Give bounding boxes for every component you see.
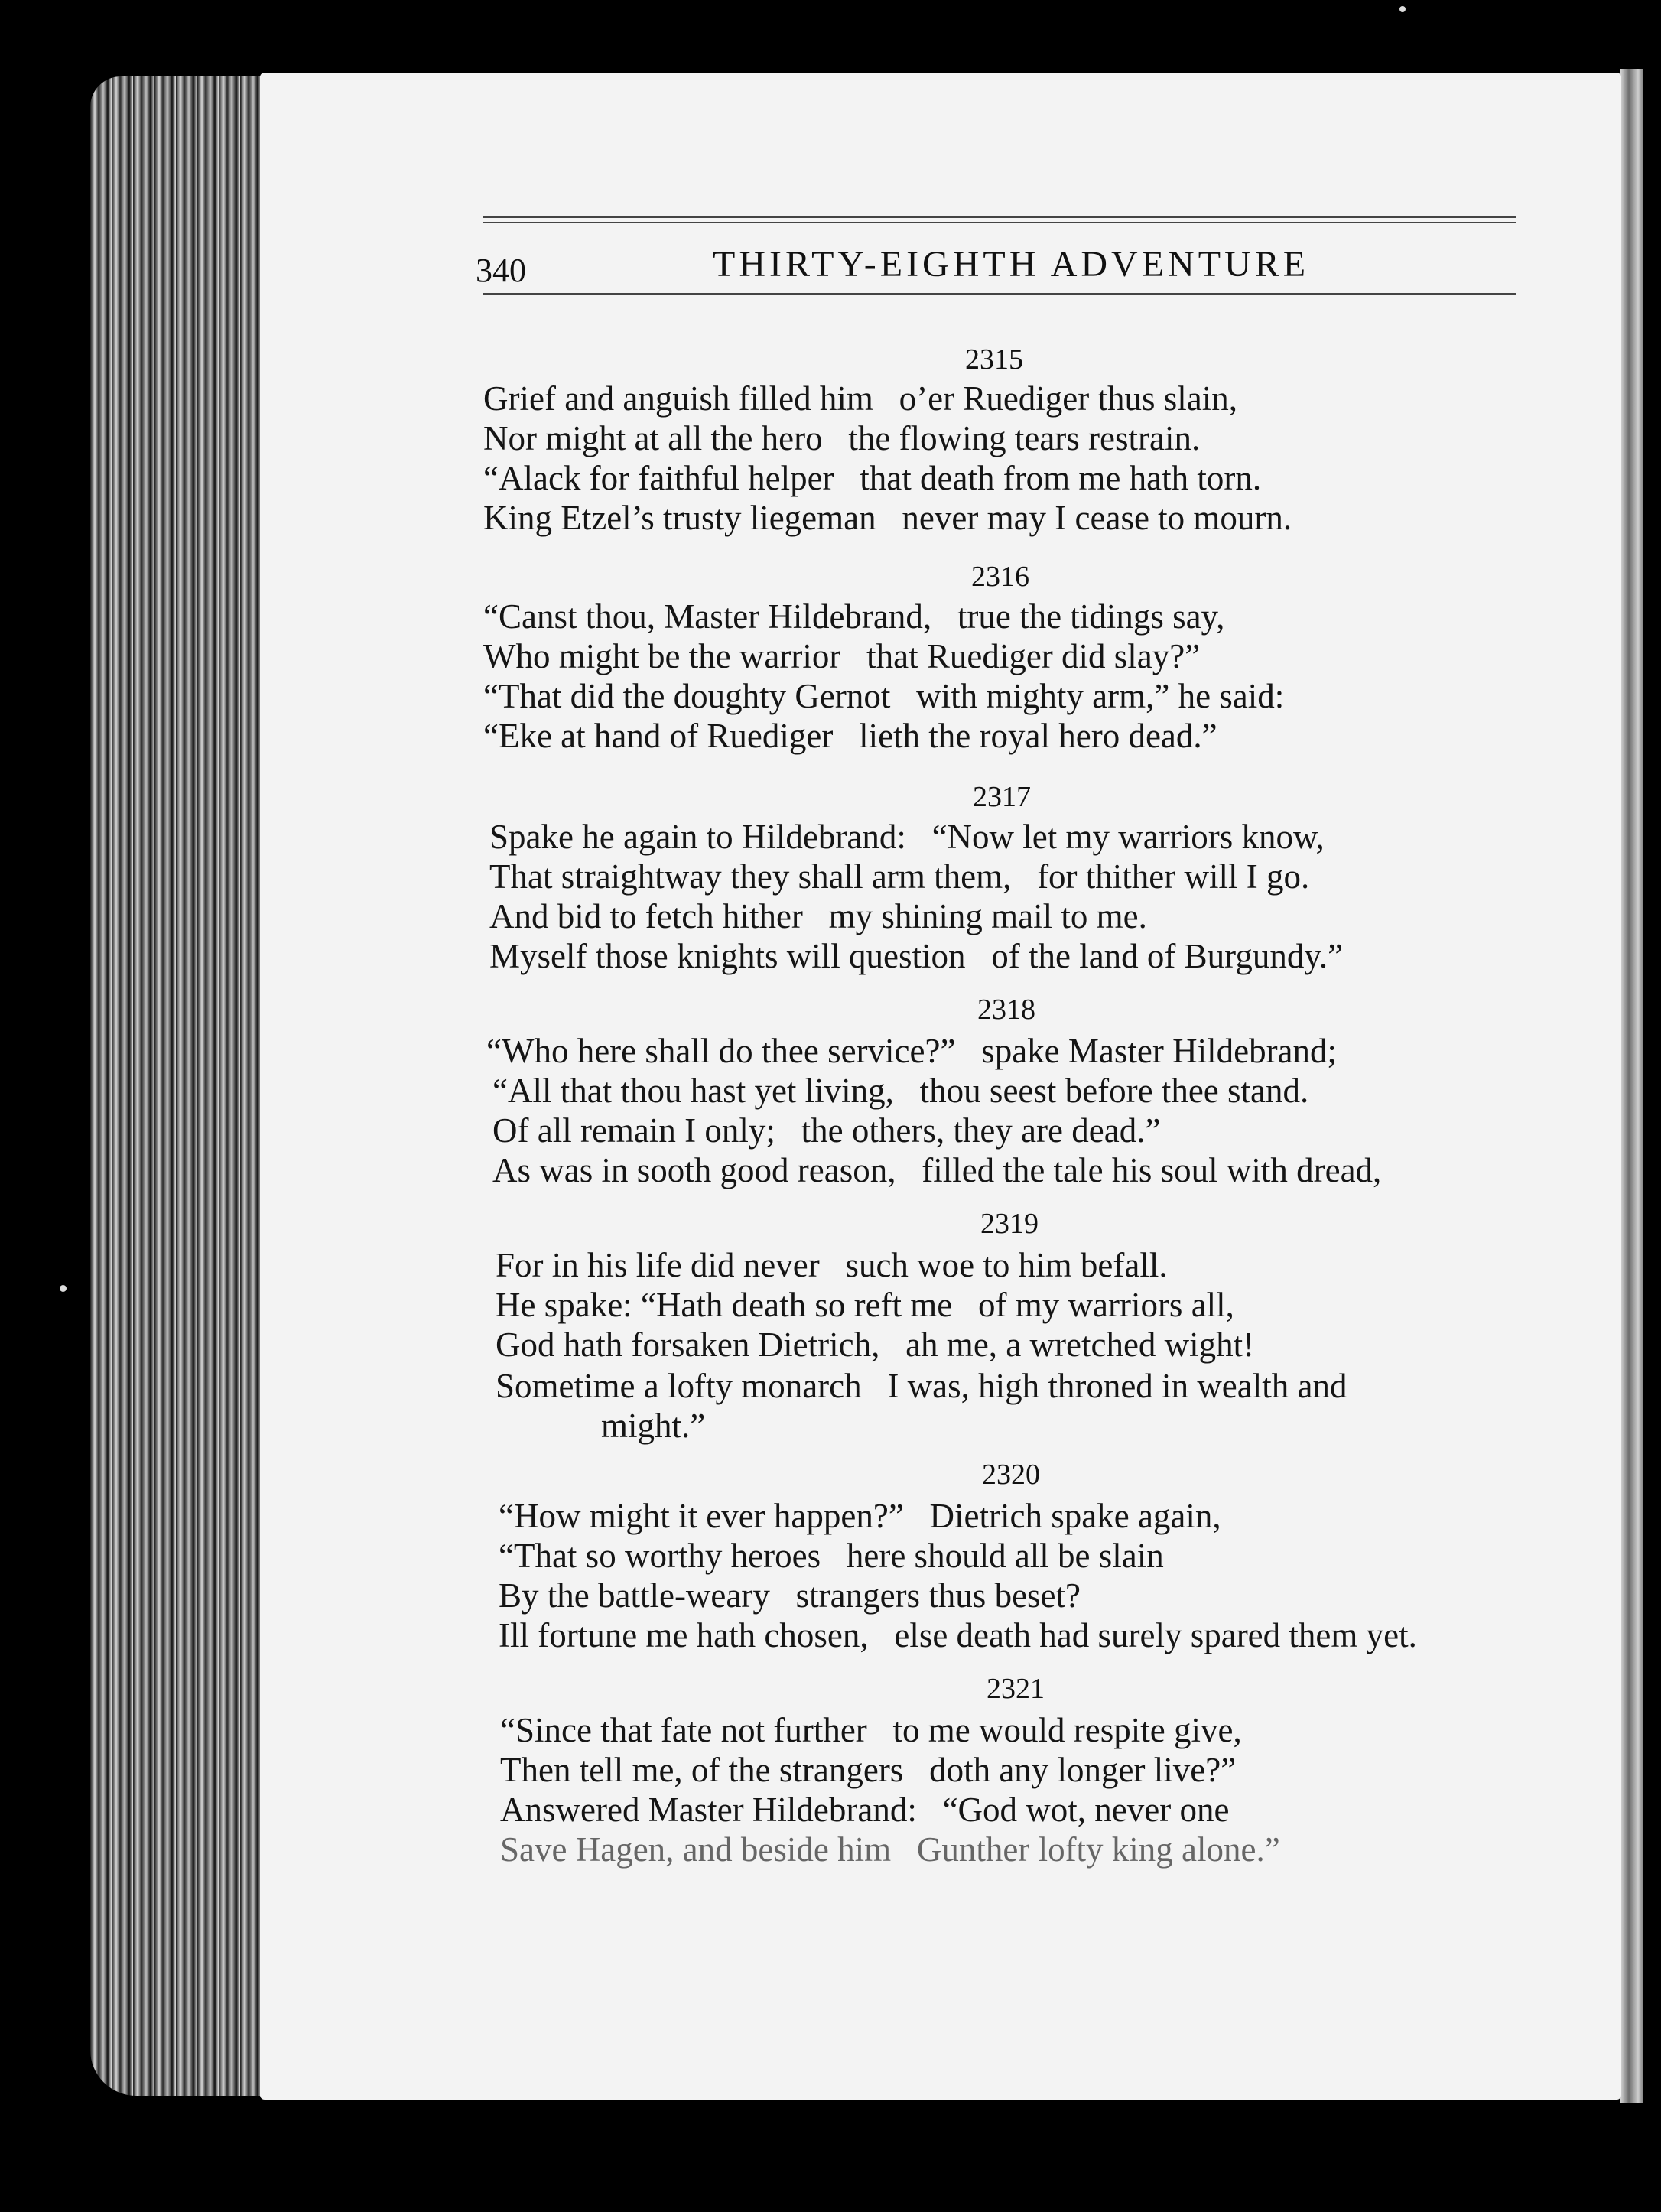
verse-line: “How might it ever happen?” Dietrich spake again, — [499, 1497, 1221, 1535]
verse-line: Spake he again to Hildebrand: “Now let my warriors know, — [489, 818, 1325, 856]
verse-line: King Etzel’s trusty liegeman never may I cease to mourn. — [483, 499, 1292, 537]
stanza-number: 2321 — [987, 1673, 1045, 1705]
verse-line: By the battle-weary strangers thus beset? — [499, 1576, 1081, 1615]
page-number: 340 — [476, 252, 526, 289]
verse-line: Then tell me, of the strangers doth any longer live?” — [500, 1751, 1237, 1789]
scan-speck — [1399, 6, 1406, 12]
verse-line: “Alack for faithful helper that death from me hath torn. — [483, 459, 1262, 497]
stanza-number: 2315 — [965, 343, 1023, 376]
verse-line: Grief and anguish filled him o’er Ruediger thus slain, — [483, 379, 1238, 418]
book-gutter — [1620, 69, 1643, 2103]
header-rule-top — [483, 216, 1516, 218]
verse-line: Answered Master Hildebrand: “God wot, never one — [500, 1791, 1230, 1829]
stanza-number: 2318 — [977, 994, 1035, 1026]
verse-line: Sometime a lofty monarch I was, high throned in wealth and — [496, 1367, 1347, 1405]
stanza-number: 2319 — [980, 1208, 1039, 1240]
verse-line: “Since that fate not further to me would respite give, — [500, 1711, 1242, 1749]
stanza-number: 2317 — [973, 781, 1031, 813]
verse-line: “That so worthy heroes here should all be slain — [499, 1537, 1164, 1575]
verse-line: “That did the doughty Gernot with mighty arm,” he said: — [483, 677, 1285, 715]
verse-line: “Who here shall do thee service?” spake Master Hildebrand; — [486, 1032, 1338, 1070]
header-rule-bottom — [483, 293, 1516, 295]
verse-line: “Canst thou, Master Hildebrand, true the tidings say, — [483, 597, 1225, 636]
verse-line: He spake: “Hath death so reft me of my warriors all, — [496, 1286, 1234, 1324]
verse-line: Nor might at all the hero the flowing tears restrain. — [483, 419, 1201, 457]
verse-line: Save Hagen, and beside him Gunther lofty king alone.” — [500, 1830, 1280, 1869]
verse-line: “Eke at hand of Ruediger lieth the royal hero dead.” — [483, 717, 1217, 755]
verse-line: And bid to fetch hither my shining mail to me. — [489, 897, 1147, 935]
running-title: THIRTY-EIGHTH ADVENTURE — [713, 244, 1310, 285]
stanza-number: 2316 — [971, 561, 1029, 593]
verse-line: Who might be the warrior that Ruediger did slay?” — [483, 637, 1201, 675]
verse-line: As was in sooth good reason, filled the tale his soul with dread, — [492, 1151, 1382, 1189]
page-edges — [90, 76, 270, 2096]
verse-line: Myself those knights will question of the land of Burgundy.” — [489, 937, 1344, 975]
header-rule-top-thin — [483, 222, 1516, 223]
page-header — [476, 243, 1516, 297]
verse-line: That straightway they shall arm them, for thither will I go. — [489, 857, 1310, 896]
verse-line: Ill fortune me hath chosen, else death had surely spared them yet. — [499, 1616, 1417, 1654]
verse-line: “All that thou hast yet living, thou seest before thee stand. — [492, 1072, 1309, 1110]
verse-line: God hath forsaken Dietrich, ah me, a wretched wight! — [496, 1326, 1255, 1364]
scan-speck — [60, 1285, 67, 1292]
verse-line: For in his life did never such woe to him befall. — [496, 1246, 1168, 1284]
verse-line-continuation: might.” — [601, 1407, 706, 1445]
stanza-number: 2320 — [982, 1459, 1040, 1491]
verse-line: Of all remain I only; the others, they are dead.” — [492, 1111, 1161, 1150]
